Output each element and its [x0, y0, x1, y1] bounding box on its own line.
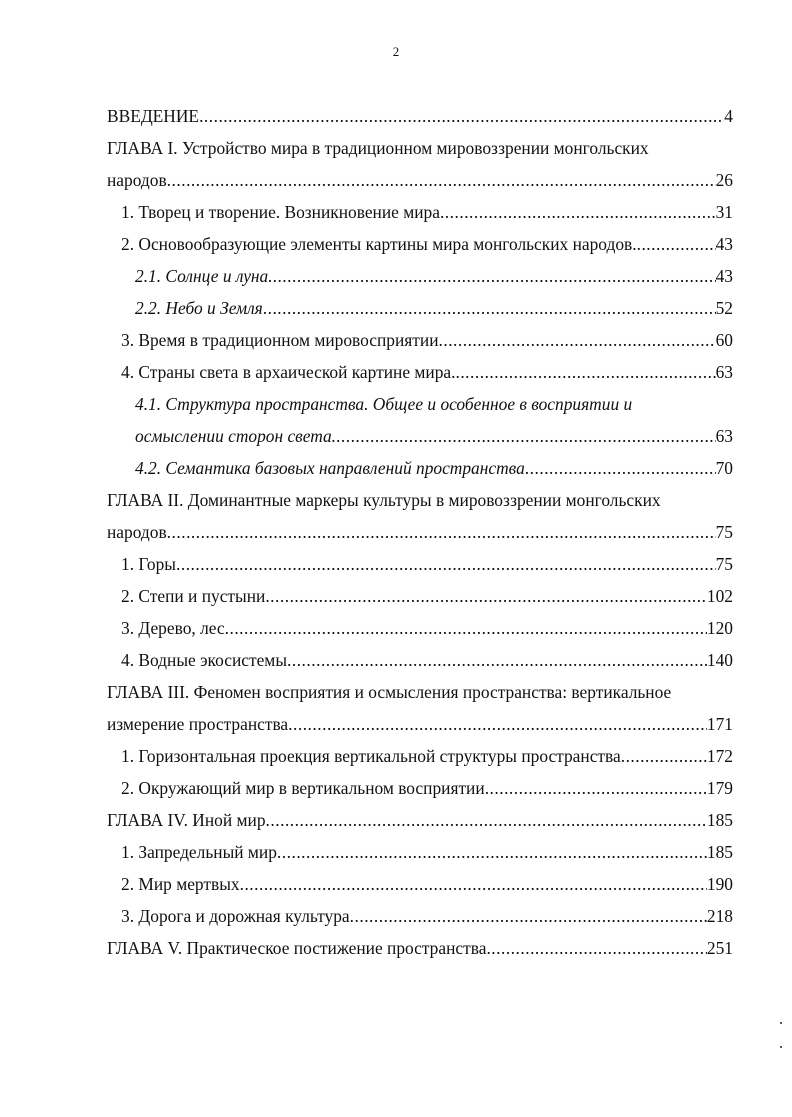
- toc-entry-page: 60: [715, 330, 733, 350]
- dot-leader: [336, 420, 716, 452]
- toc-entry-page: 172: [706, 746, 733, 766]
- toc-entry-page: 218: [706, 906, 733, 926]
- toc-entry-title: 1. Горизонтальная проекция вертикальной структуры пространства: [121, 746, 621, 766]
- toc-entry-title: 4.1. Структура пространства. Общее и особенное в восприятии и: [135, 394, 633, 414]
- dot-leader: [439, 324, 716, 356]
- toc-entry[interactable]: [107, 580, 733, 612]
- dot-leader: [240, 868, 707, 900]
- toc-entry[interactable]: [107, 804, 733, 836]
- toc-entry-page: 185: [706, 842, 733, 862]
- toc-entry[interactable]: [107, 676, 733, 740]
- toc-entry-page: 171: [706, 714, 733, 734]
- toc-entry-page: 63: [715, 426, 733, 446]
- scan-artifact: [780, 1022, 782, 1024]
- toc-entry-page: 70: [715, 458, 733, 478]
- dot-leader: [455, 356, 715, 388]
- dot-leader: [266, 804, 707, 836]
- toc-entry-title-continued: народов: [107, 522, 167, 542]
- toc-entry[interactable]: [107, 196, 733, 228]
- toc-entry[interactable]: [107, 356, 733, 388]
- toc-entry[interactable]: [107, 612, 733, 644]
- toc-entry-page: 4: [724, 106, 733, 126]
- dot-leader: [440, 196, 716, 228]
- dot-leader: [265, 580, 707, 612]
- dot-leader: [176, 548, 716, 580]
- dot-leader: [486, 932, 706, 964]
- toc-entry-title: ГЛАВА III. Феномен восприятия и осмысления пространства: вертикальное: [107, 682, 672, 702]
- toc-entry[interactable]: [107, 292, 733, 324]
- dot-leader: [525, 452, 716, 484]
- toc-entry-page: 52: [715, 298, 733, 318]
- toc-entry-title: 2.2. Небо и Земля: [135, 298, 263, 318]
- toc-entry[interactable]: [107, 324, 733, 356]
- dot-leader: [288, 708, 707, 740]
- toc-entry-title-continued: измерение пространства: [107, 714, 289, 734]
- toc-entry-title: 1. Запредельный мир: [121, 842, 277, 862]
- dot-leader: [273, 260, 716, 292]
- toc-entry-page: 26: [715, 170, 733, 190]
- dot-leader: [225, 612, 707, 644]
- toc-entry-page: 43: [715, 266, 733, 286]
- toc-entry-title: ГЛАВА II. Доминантные маркеры культуры в мировоззрении монгольских: [107, 490, 661, 510]
- toc-entry-title: 2. Окружающий мир в вертикальном восприятии: [121, 778, 485, 798]
- toc-entry-page: 140: [706, 650, 733, 670]
- toc-entry-title: 4. Страны света в архаической картине мира.: [121, 362, 456, 382]
- toc-entry-title: ГЛАВА I. Устройство мира в традиционном мировоззрении монгольских: [107, 138, 649, 158]
- dot-leader: [167, 164, 716, 196]
- toc-entry-title: 2.1. Солнце и луна.: [135, 266, 273, 286]
- table-of-contents: [107, 100, 733, 964]
- dot-leader: [199, 100, 724, 132]
- toc-entry[interactable]: [107, 388, 733, 452]
- toc-entry-title: 2. Степи и пустыни: [121, 586, 266, 606]
- toc-entry-title: ГЛАВА V. Практическое постижение пространства: [107, 938, 487, 958]
- toc-entry-page: 75: [715, 522, 733, 542]
- dot-leader: [621, 740, 707, 772]
- toc-entry-title: 3. Время в традиционном мировосприятии: [121, 330, 439, 350]
- dot-leader: [350, 900, 707, 932]
- dot-leader: [287, 644, 707, 676]
- toc-entry[interactable]: [107, 740, 733, 772]
- toc-entry[interactable]: [107, 900, 733, 932]
- toc-entry-page: 120: [706, 618, 733, 638]
- toc-entry-title: 2. Основообразующие элементы картины мира монгольских народов.: [121, 234, 637, 254]
- toc-entry[interactable]: [107, 228, 733, 260]
- toc-entry[interactable]: [107, 548, 733, 580]
- toc-entry-page: 31: [715, 202, 733, 222]
- toc-entry[interactable]: [107, 772, 733, 804]
- toc-entry-title: 4. Водные экосистемы: [121, 650, 288, 670]
- toc-entry-page: 251: [706, 938, 733, 958]
- dot-leader: [637, 228, 716, 260]
- toc-entry-page: 185: [706, 810, 733, 830]
- dot-leader: [277, 836, 707, 868]
- page-number: 2: [392, 44, 400, 59]
- toc-entry-page: 179: [706, 778, 733, 798]
- toc-entry[interactable]: [107, 100, 733, 132]
- toc-entry[interactable]: [107, 484, 733, 548]
- toc-entry-title: 3. Дерево, лес: [121, 618, 225, 638]
- toc-entry-title: 2. Мир мертвых: [121, 874, 240, 894]
- toc-entry-page: 63: [715, 362, 733, 382]
- toc-entry-title: 1. Творец и творение. Возникновение мира: [121, 202, 440, 222]
- scan-artifact: [780, 1046, 782, 1048]
- toc-entry-page: 75: [715, 554, 733, 574]
- toc-entry[interactable]: [107, 644, 733, 676]
- toc-entry-title: 3. Дорога и дорожная культура: [121, 906, 350, 926]
- toc-entry-title: 4.2. Семантика базовых направлений пространства: [135, 458, 525, 478]
- toc-entry-page: 43: [715, 234, 733, 254]
- toc-entry-page: 102: [706, 586, 733, 606]
- toc-entry-title: ГЛАВА IV. Иной мир: [107, 810, 266, 830]
- dot-leader: [263, 292, 716, 324]
- dot-leader: [485, 772, 707, 804]
- toc-entry[interactable]: [107, 452, 733, 484]
- dot-leader: [167, 516, 716, 548]
- toc-entry[interactable]: [107, 132, 733, 196]
- toc-entry[interactable]: [107, 932, 733, 964]
- toc-entry-title: 1. Горы: [121, 554, 176, 574]
- toc-entry[interactable]: [107, 260, 733, 292]
- toc-entry-title-continued: народов: [107, 170, 167, 190]
- toc-entry-title-continued: осмыслении сторон света.: [135, 426, 337, 446]
- toc-entry-title: ВВЕДЕНИЕ: [107, 106, 200, 126]
- toc-entry[interactable]: [107, 868, 733, 900]
- toc-entry[interactable]: [107, 836, 733, 868]
- toc-entry-page: 190: [706, 874, 733, 894]
